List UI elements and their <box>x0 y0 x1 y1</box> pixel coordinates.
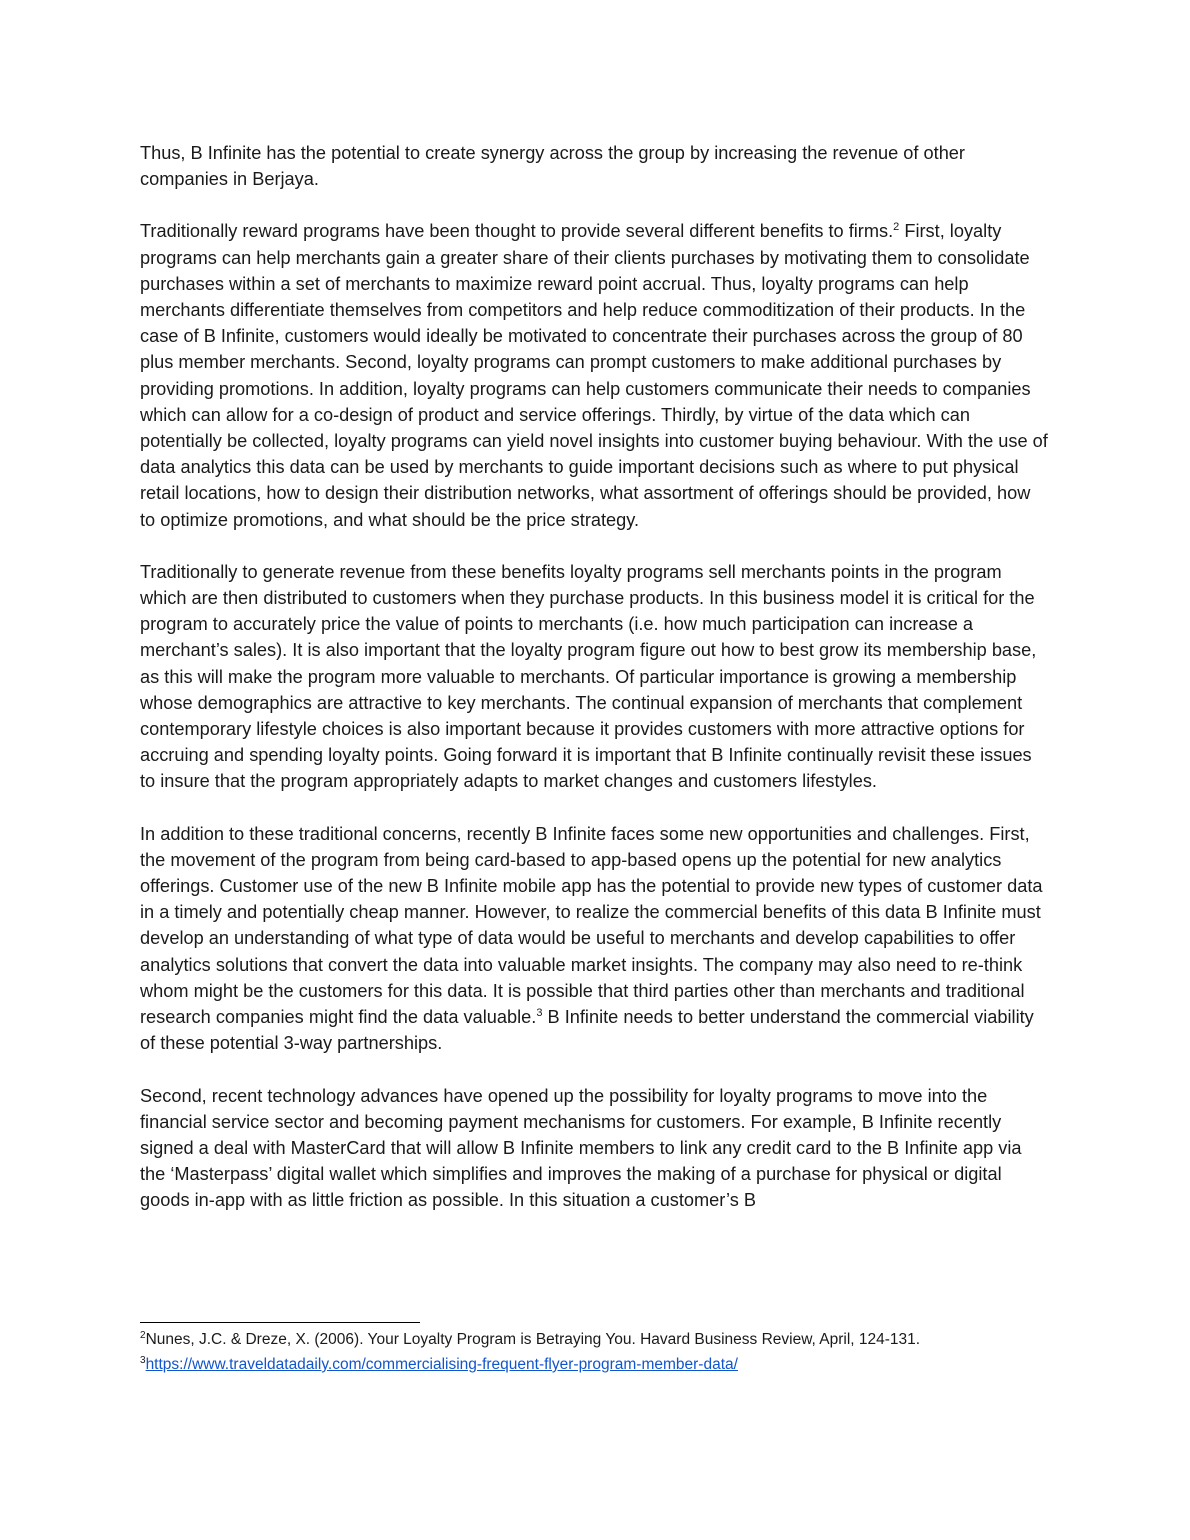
paragraph-text: Thus, B Infinite has the potential to create synergy across the group by increasing the revenue of other companies in Berjaya. <box>140 143 965 190</box>
paragraph-text: First, loyalty programs can help merchants gain a greater share of their clients purchases by motivating them to consolidate purchases within a set of merchants to maximize reward point accrual. Thus, loyalty programs can help merchants differentiate themselves from competitors and help reduce commoditization of their products. In the case of B Infinite, customers would ideally be motivated to concentrate their purchases across the group of 80 plus member merchants. Second, loyalty programs can prompt customers to make additional purchases by providing promotions. In addition, loyalty programs can help customers communicate their needs to companies which can allow for a co-design of product and service offerings. Thirdly, by virtue of the data which can potentially be collected, loyalty programs can yield novel insights into customer buying behaviour. With the use of data analytics this data can be used by merchants to guide important decisions such as where to put physical retail locations, how to design their distribution networks, what assortment of offerings should be provided, how to optimize promotions, and what should be the price strategy. <box>140 221 1048 530</box>
footnotes-section <box>140 1322 1050 1377</box>
paragraph-p4 <box>140 821 1050 1057</box>
footnote-reference[interactable]: 2 <box>893 221 900 234</box>
paragraph-p2 <box>140 218 1050 532</box>
footnote-text: Nunes, J.C. & Dreze, X. (2006). Your Loyalty Program is Betraying You. Havard Business Review, April, 124-131. <box>145 1331 921 1348</box>
paragraph-text: B Infinite needs to better understand the commercial viability of these potential 3-way partnerships. <box>140 1007 1034 1054</box>
footnote-separator <box>140 1322 420 1323</box>
paragraph-p5 <box>140 1083 1050 1214</box>
footnote-link[interactable]: https://www.traveldatadaily.com/commercialising-frequent-flyer-program-member-data/ <box>145 1356 738 1373</box>
footnote-2 <box>140 1327 1050 1352</box>
footnote-marker: 3 <box>140 1355 146 1366</box>
paragraph-text: Traditionally reward programs have been thought to provide several different benefits to firms. <box>140 221 894 242</box>
paragraph-text: Traditionally to generate revenue from these benefits loyalty programs sell merchants points in the program which are then distributed to customers when they purchase products. In this business model it is critical for the program to accurately price the value of points to merchants (i.e. how much participation can increase a merchant’s sales). It is also important that the loyalty program figure out how to best grow its membership base, as this will make the program more valuable to merchants. Of particular importance is growing a membership whose demographics are attractive to key merchants. The continual expansion of merchants that complement contemporary lifestyle choices is also important because it provides customers with more attractive options for accruing and spending loyalty points. Going forward it is important that B Infinite continually revisit these issues to insure that the program appropriately adapts to market changes and customers lifestyles. <box>140 561 1037 792</box>
paragraph-p1 <box>140 140 1050 192</box>
document-body <box>140 140 1050 1240</box>
footnote-reference[interactable]: 3 <box>536 1007 543 1020</box>
paragraph-text: Second, recent technology advances have opened up the possibility for loyalty programs to move into the financial service sector and becoming payment mechanisms for customers. For example, B Infinite recently signed a deal with MasterCard that will allow B Infinite members to link any credit card to the B Infinite app via the ‘Masterpass’ digital wallet which simplifies and improves the making of a purchase for physical or digital goods in-app with as little friction as possible. In this situation a customer’s B <box>140 1085 1022 1211</box>
footnote-3 <box>140 1352 1050 1377</box>
paragraph-p3 <box>140 559 1050 795</box>
paragraph-text: In addition to these traditional concerns, recently B Infinite faces some new opportunities and challenges. First, the movement of the program from being card-based to app-based opens up the potential for new analytics offerings. Customer use of the new B Infinite mobile app has the potential to provide new types of customer data in a timely and potentially cheap manner. However, to realize the commercial benefits of this data B Infinite must develop an understanding of what type of data would be useful to merchants and develop capabilities to offer analytics solutions that convert the data into valuable market insights. The company may also need to re-think whom might be the customers for this data. It is possible that third parties other than merchants and traditional research companies might find the data valuable. <box>140 823 1043 1028</box>
footnote-marker: 2 <box>140 1330 146 1341</box>
